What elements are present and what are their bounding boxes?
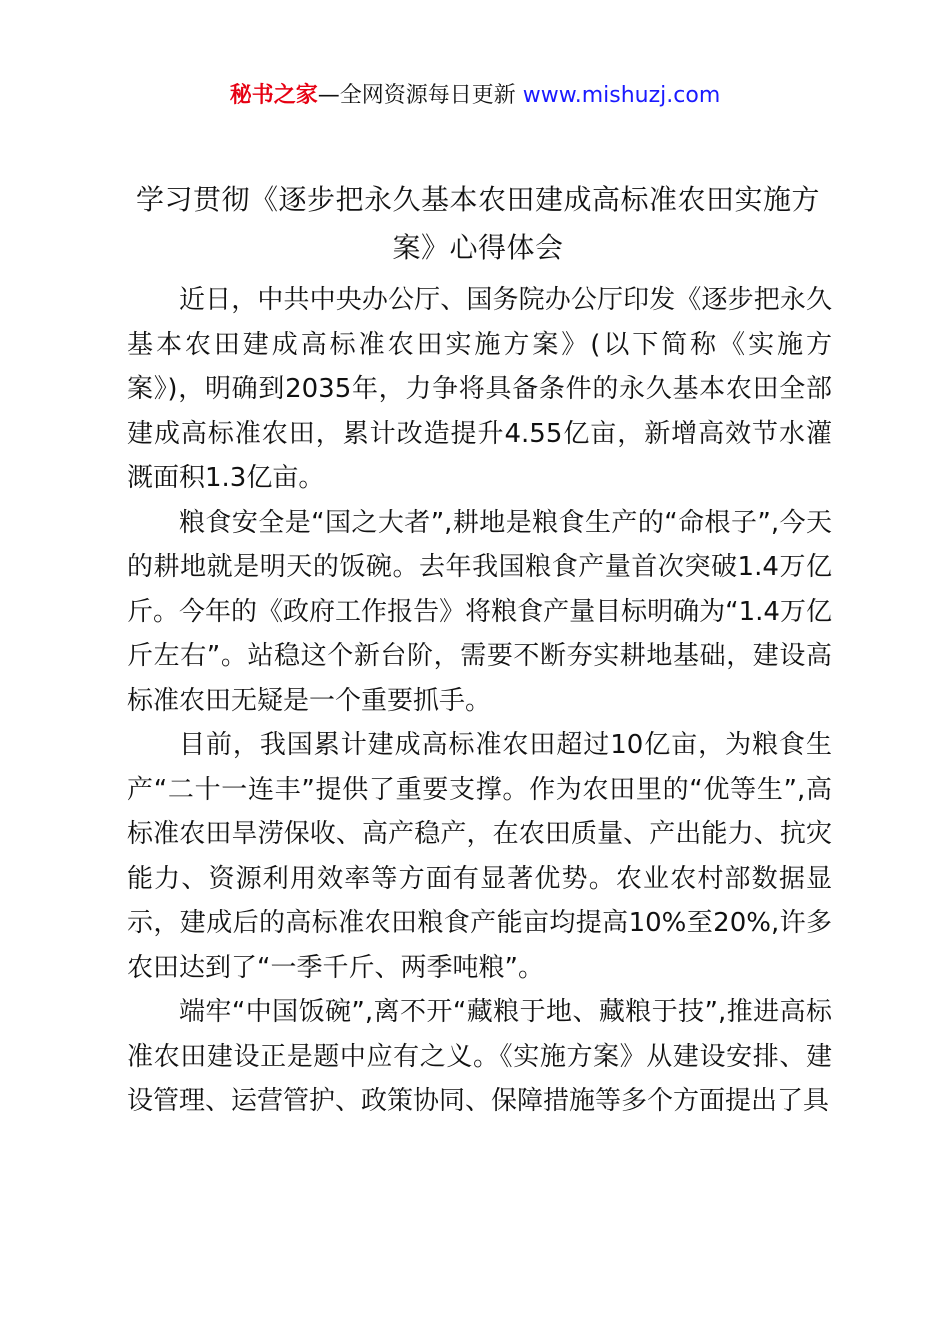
site-url-link[interactable]: www.mishuzj.com bbox=[522, 83, 721, 108]
site-brand: 秘书之家 bbox=[229, 83, 318, 108]
site-slogan: —全网资源每日更新 bbox=[317, 83, 516, 108]
document-body bbox=[127, 278, 832, 1124]
paragraph-4: 端牢“中国饭碗”,离不开“藏粮于地、藏粮于技”,推进高标准农田建设正是题中应有之义。《实施方案》从建设安排、建设管理、运营管护、政策协同、保障措施等多个方面提出了具 bbox=[127, 997, 832, 1116]
paragraph-1: 近日，中共中央办公厅、国务院办公厅印发《逐步把永久基本农田建成高标准农田实施方案》(以下简称《实施方案》)，明确到2035年，力争将具备条件的永久基本农田全部建成高标准农田，累计改造提升4.55亿亩，新增高效节水灌溉面积1.3亿亩。 bbox=[127, 285, 832, 493]
paragraph-3: 目前，我国累计建成高标准农田超过10亿亩，为粮食生产“二十一连丰”提供了重要支撑。作为农田里的“优等生”,高标准农田旱涝保收、高产稳产，在农田质量、产出能力、抗灾能力、资源利用效率等方面有显著优势。农业农村部数据显示，建成后的高标准农田粮食产能亩均提高10%至20%,许多农田达到了“一季千斤、两季吨粮”。 bbox=[127, 730, 832, 983]
document-title: 学习贯彻《逐步把永久基本农田建成高标准农田实施方案》心得体会 bbox=[135, 183, 820, 264]
paragraph-2: 粮食安全是“国之大者”,耕地是粮食生产的“命根子”,今天的耕地就是明天的饭碗。去年我国粮食产量首次突破1.4万亿斤。今年的《政府工作报告》将粮食产量目标明确为“1.4万亿斤左右”。站稳这个新台阶，需要不断夯实耕地基础，建设高标准农田无疑是一个重要抓手。 bbox=[127, 507, 832, 716]
site-header bbox=[0, 80, 950, 112]
